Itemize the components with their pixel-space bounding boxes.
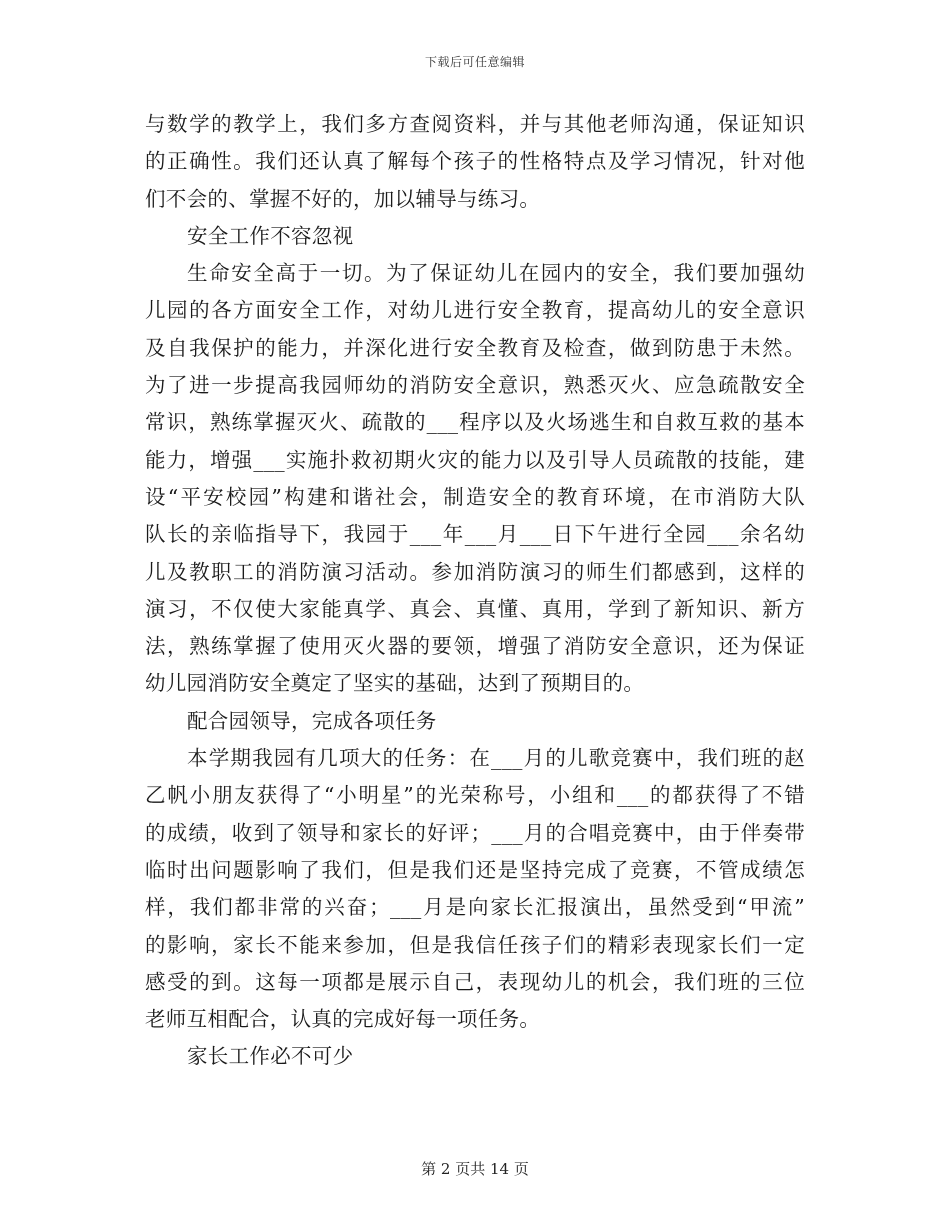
text-line: 的成绩，收到了领导和家长的好评；___月的合唱竞赛中，由于伴奏带: [145, 820, 805, 845]
text-line: 乙帆小朋友获得了“小明星”的光荣称号，小组和___的都获得了不错: [145, 783, 805, 808]
text-line: 儿园的各方面安全工作，对幼儿进行安全教育，提高幼儿的安全意识: [145, 298, 805, 323]
section-heading: 安全工作不容忽视: [187, 223, 354, 248]
text-line: 常识，熟练掌握灭火、疏散的___程序以及火场逃生和自救互救的基本: [145, 410, 805, 435]
text-line: 队长的亲临指导下，我园于___年___月___日下午进行全园___余名幼: [145, 522, 805, 547]
section-heading: 家长工作必不可少: [187, 1044, 354, 1069]
paragraph-last-line: 幼儿园消防安全奠定了坚实的基础，达到了预期目的。: [145, 671, 645, 696]
page-number-footer: 第 2 页共 14 页: [421, 1160, 529, 1178]
text-line: 感受的到。这每一项都是展示自己，表现幼儿的机会，我们班的三位: [145, 969, 805, 994]
paragraph-first-line: 本学期我园有几项大的任务：在___月的儿歌竞赛中，我们班的赵: [187, 746, 805, 771]
text-line: 能力，增强___实施扑救初期火灾的能力以及引导人员疏散的技能，建: [145, 447, 805, 472]
text-line: 儿及教职工的消防演习活动。参加消防演习的师生们都感到，这样的: [145, 559, 805, 584]
section-heading: 配合园领导，完成各项任务: [187, 708, 437, 733]
paragraph-first-line: 生命安全高于一切。为了保证幼儿在园内的安全，我们要加强幼: [187, 261, 805, 286]
page-header: 下载后可任意编辑: [424, 55, 525, 69]
text-line: 的影响，家长不能来参加，但是我信任孩子们的精彩表现家长们一定: [145, 932, 805, 957]
text-line: 设“平安校园”构建和谐社会，制造安全的教育环境，在市消防大队: [145, 484, 805, 509]
text-line: 临时出问题影响了我们，但是我们还是坚持完成了竞赛，不管成绩怎: [145, 857, 805, 882]
text-line: 的正确性。我们还认真了解每个孩子的性格特点及学习情况，针对他: [145, 149, 805, 174]
text-line: 样，我们都非常的兴奋；___月是向家长汇报演出，虽然受到“甲流”: [145, 895, 805, 920]
text-line: 为了进一步提高我园师幼的消防安全意识，熟悉灭火、应急疏散安全: [145, 373, 805, 398]
text-line: 法，熟练掌握了使用灭火器的要领，增强了消防安全意识，还为保证: [145, 634, 805, 659]
paragraph-last-line: 老师互相配合，认真的完成好每一项任务。: [145, 1007, 541, 1032]
paragraph-last-line: 们不会的、掌握不好的，加以辅导与练习。: [145, 186, 541, 211]
text-line: 演习，不仅使大家能真学、真会、真懂、真用，学到了新知识、新方: [145, 596, 805, 621]
text-line: 与数学的教学上，我们多方查阅资料，并与其他老师沟通，保证知识: [145, 112, 805, 136]
document-body: [145, 106, 805, 1076]
text-line: 及自我保护的能力，并深化进行安全教育及检查，做到防患于未然。: [145, 335, 805, 360]
